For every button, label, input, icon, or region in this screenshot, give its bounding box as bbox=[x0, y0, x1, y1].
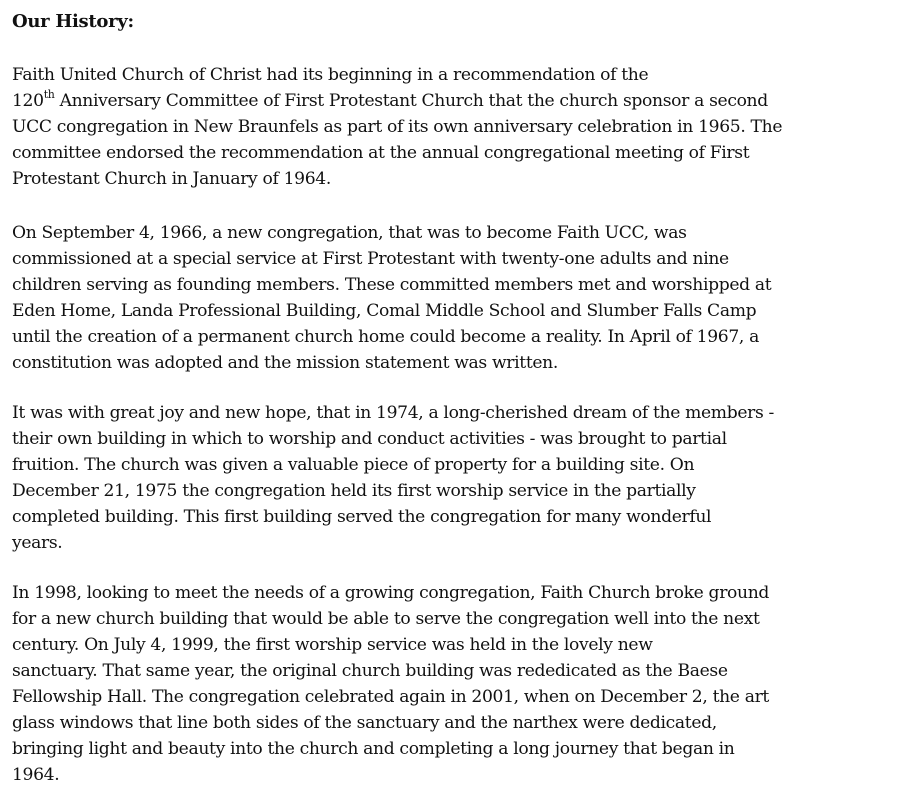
text-line: UCC congregation in New Braunfels as part of its own anniversary celebration in 1965. The bbox=[12, 117, 783, 137]
paragraph-founding bbox=[12, 220, 892, 376]
text-line: Fellowship Hall. The congregation celebrated again in 2001, when on December 2, the art bbox=[12, 687, 769, 707]
text-line-segment: Anniversary Committee of First Protestant Church that the church sponsor a second bbox=[54, 91, 768, 111]
text-line: commissioned at a special service at First Protestant with twenty-one adults and nine bbox=[12, 249, 729, 269]
text-line: 1964. bbox=[12, 765, 60, 785]
text-line: constitution was adopted and the mission statement was written. bbox=[12, 353, 558, 373]
text-line: On September 4, 1966, a new congregation, that was to become Faith UCC, was bbox=[12, 223, 687, 243]
paragraph-first-building bbox=[12, 400, 892, 556]
text-line: Eden Home, Landa Professional Building, Comal Middle School and Slumber Falls Camp bbox=[12, 301, 757, 321]
text-line: century. On July 4, 1999, the first worship service was held in the lovely new bbox=[12, 635, 653, 655]
text-line: December 21, 1975 the congregation held its first worship service in the partially bbox=[12, 481, 696, 501]
text-line: until the creation of a permanent church home could become a reality. In April of 1967, a bbox=[12, 327, 759, 347]
text-line: completed building. This first building served the congregation for many wonderful bbox=[12, 507, 712, 527]
text-line: It was with great joy and new hope, that in 1974, a long-cherished dream of the members - bbox=[12, 403, 774, 423]
page-heading: Our History: bbox=[12, 11, 134, 32]
text-line: for a new church building that would be able to serve the congregation well into the next bbox=[12, 609, 760, 629]
ordinal-superscript: th bbox=[43, 88, 55, 102]
text-line: bringing light and beauty into the church and completing a long journey that began in bbox=[12, 739, 735, 759]
paragraph-new-sanctuary bbox=[12, 580, 892, 788]
text-line-segment: 120 bbox=[12, 91, 44, 111]
text-line: Protestant Church in January of 1964. bbox=[12, 169, 331, 189]
text-line: In 1998, looking to meet the needs of a growing congregation, Faith Church broke ground bbox=[12, 583, 770, 603]
text-line: fruition. The church was given a valuable piece of property for a building site. On bbox=[12, 455, 695, 475]
text-line: years. bbox=[12, 533, 63, 553]
text-line: Faith United Church of Christ had its beginning in a recommendation of the bbox=[12, 65, 649, 85]
text-line: committee endorsed the recommendation at the annual congregational meeting of First bbox=[12, 143, 750, 163]
text-line bbox=[12, 88, 890, 114]
text-line: their own building in which to worship and conduct activities - was brought to partial bbox=[12, 429, 727, 449]
text-line: glass windows that line both sides of the sanctuary and the narthex were dedicated, bbox=[12, 713, 717, 733]
text-line: sanctuary. That same year, the original church building was rededicated as the Baese bbox=[12, 661, 728, 681]
paragraph-origins bbox=[12, 62, 892, 192]
text-line: children serving as founding members. These committed members met and worshipped at bbox=[12, 275, 772, 295]
